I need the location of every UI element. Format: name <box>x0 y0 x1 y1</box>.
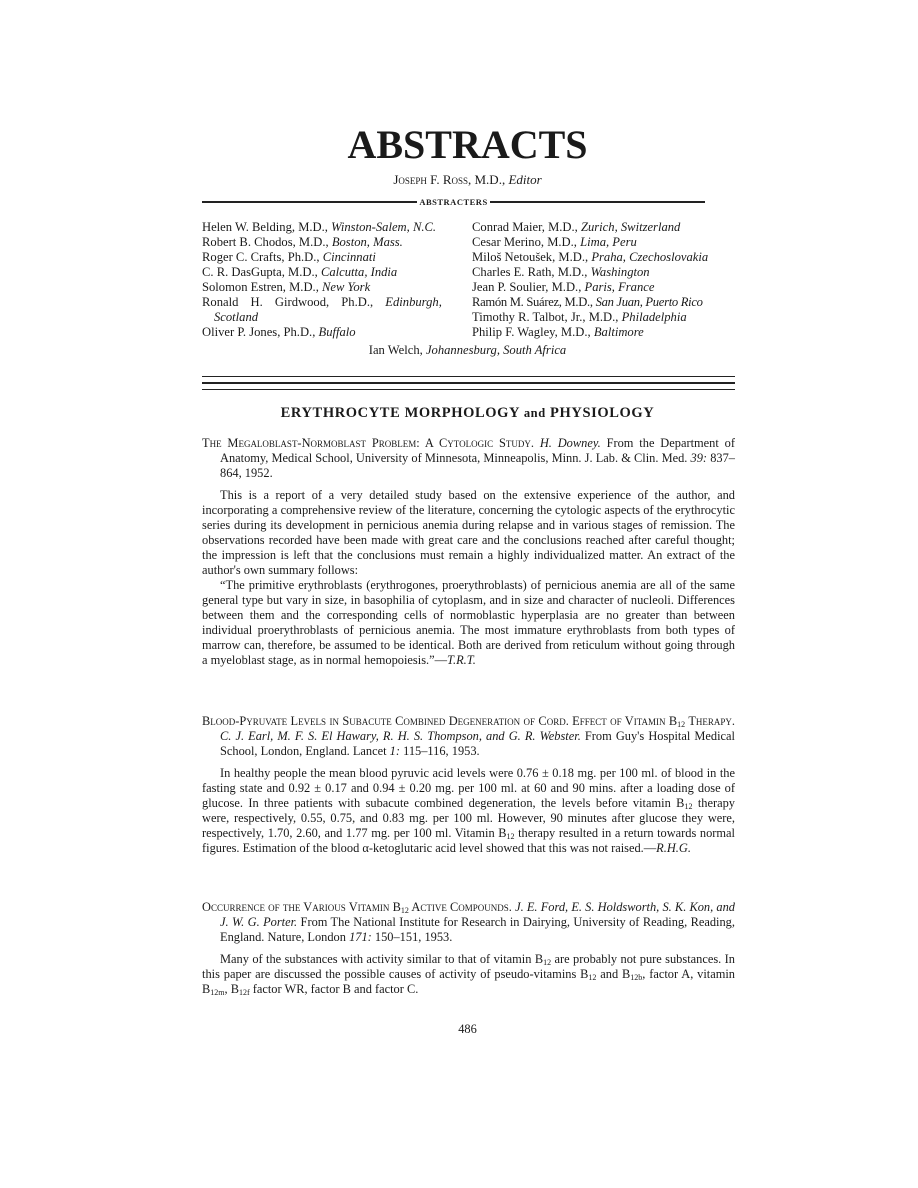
citation: The Megaloblast-Normoblast Problem: A Cytologic Study. H. Downey. From the Department of Anatomy, Medical School, University of Minnesota, Minneapolis, Minn. J. Lab. & Clin. Med. 39: 837–864, 1952. <box>202 436 735 480</box>
abstracters-right-column <box>472 220 742 340</box>
article-authors: C. J. Earl, M. F. S. El Hawary, R. H. S. Thompson, and G. R. Webster. <box>220 729 581 743</box>
abstracter: Ronald H. Girdwood, Ph.D., Edinburgh, <box>202 295 442 309</box>
section-heading: ERYTHROCYTE MORPHOLOGY and PHYSIOLOGY <box>280 405 655 421</box>
article-authors: J. E. Ford, E. S. Holdsworth, S. K. Kon, and J. W. G. Porter. <box>220 900 735 929</box>
rule-right <box>490 201 705 203</box>
article-title: Blood-Pyruvate Levels in Subacute Combined Degeneration of Cord. Effect of Vitamin $B_{12}$ Therapy. <box>202 714 735 729</box>
abstract-body: This is a report of a very detailed study based on the extensive experience of the author, and incorporating a comprehensive review of the literature, concerning the cytologic aspects of the erythrocytic series during its development in pernicious anemia during relapse and in various stages of remission. The observations recorded have been made with great care and the conclusions reached after careful thought; the impression is left that the conclusions must remain a highly individualized matter. An extract of the author's own summary follows: <box>202 488 735 577</box>
article-title: Occurrence of the Various Vitamin $B_{12}$ Active Compounds. <box>202 900 512 915</box>
abstracter: Oliver P. Jones, Ph.D., Buffalo <box>202 325 356 339</box>
abstracter: Helen W. Belding, M.D., Winston-Salem, N.C. <box>202 220 437 234</box>
abstract-entry <box>202 714 735 856</box>
article-authors: H. Downey. <box>539 436 601 450</box>
abstracter: Jean P. Soulier, M.D., Paris, France <box>472 280 655 294</box>
abstracter-centered: Ian Welch, Johannesburg, South Africa <box>368 343 567 357</box>
page-number: 486 <box>458 1022 477 1036</box>
abstracter: Miloš Netoušek, M.D., Praha, Czechoslovakia <box>472 250 709 264</box>
abstract-quote: “The primitive erythroblasts (erythrogones, proerythroblasts) of pernicious anemia are all of the same general type but vary in size, in basophilia of cytoplasm, and in size and character of nucleoli. Differences between them and the corresponding cells of normoblastic hyperplasia are no greater than between individual proerythroblasts of pernicious anemia. The most immature erythroblasts from both types of marrow can, therefore, be assumed to be identical. Both are derived from reticulum without going through a myeloblast stage, as in normal hemopoiesis.”—T.R.T. <box>202 578 735 667</box>
abstracters-left-column <box>202 220 462 340</box>
abstracter: Conrad Maier, M.D., Zurich, Switzerland <box>472 220 681 234</box>
abstract-body: Many of the substances with activity similar to that of vitamin $B_{12}$ are probably not pure substances. In this paper are discussed the possible causes of activity of pseudo-vitamins $B_{12}$ and $B_{12b}$, factor A, vitamin $B_{12m}$, $B_{12f}$ factor WR, factor B and factor C. <box>202 952 736 997</box>
editor-line <box>200 172 735 188</box>
abstracter: Roger C. Crafts, Ph.D., Cincinnati <box>202 250 376 264</box>
abstracter: Solomon Estren, M.D., New York <box>202 280 371 294</box>
abstracter-initials: R.H.G. <box>656 841 691 855</box>
editor-role: Editor <box>508 172 542 187</box>
page-title: ABSTRACTS <box>347 122 588 167</box>
abstracter: Timothy R. Talbot, Jr., M.D., Philadelphia <box>472 310 687 324</box>
abstracter: C. R. DasGupta, M.D., Calcutta, India <box>202 265 398 279</box>
abstracter: Ramón M. Suárez, M.D., San Juan, Puerto Rico <box>472 295 703 309</box>
abstracter: Robert B. Chodos, M.D., Boston, Mass. <box>202 235 403 249</box>
abstract-entry <box>202 436 735 668</box>
abstracter-continued: Scotland <box>214 310 259 324</box>
citation: Occurrence of the Various Vitamin $B_{12}$ Active Compounds. J. E. Ford, E. S. Holdsworth, S. K. Kon, and J. W. G. Porter. From The National Institute for Research in Dairying, University of Reading, Reading, England. Nature, London 171: 150–151, 1953. <box>202 900 735 944</box>
abstracter-initials: T.R.T. <box>447 653 476 667</box>
rule-left <box>202 201 417 203</box>
abstract-body: In healthy people the mean blood pyruvic acid levels were 0.76 ± 0.18 mg. per 100 ml. of blood in the fasting state and 0.92 ± 0.17 and 0.94 ± 0.20 mg. per 100 ml. at 60 and 90 mins. after a loading dose of glucose. In three patients with subacute combined degeneration, the levels before vitamin $B_{12}$ therapy were, respectively, 0.55, 0.75, and 0.83 mg. per 100 ml. However, 90 minutes after glucose they were, respectively, 1.70, 2.60, and 1.77 mg. per 100 ml. Vitamin $B_{12}$ therapy resulted in a return towards normal figures. Estimation of the blood α-ketoglutaric acid level showed that this was not raised.—R.H.G. <box>202 766 736 855</box>
abstracter: Charles E. Rath, M.D., Washington <box>472 265 650 279</box>
abstract-entry <box>202 900 735 997</box>
abstracters-label: ABSTRACTERS <box>419 197 488 207</box>
article-title: The Megaloblast-Normoblast Problem: A Cytologic Study. <box>202 436 534 450</box>
rule-thin-bottom <box>202 389 735 390</box>
section-divider <box>202 376 735 390</box>
abstracter: Cesar Merino, M.D., Lima, Peru <box>472 235 637 249</box>
citation: Blood-Pyruvate Levels in Subacute Combined Degeneration of Cord. Effect of Vitamin $B_{12}$ Therapy. C. J. Earl, M. F. S. El Hawary, R. H. S. Thompson, and G. R. Webster. From Guy's Hospital Medical School, London, England. Lancet 1: 115–116, 1953. <box>202 714 735 758</box>
editor-name: Joseph F. Ross, M.D., <box>393 172 506 187</box>
abstracters-divider <box>202 195 705 209</box>
abstracter: Philip F. Wagley, M.D., Baltimore <box>472 325 644 339</box>
